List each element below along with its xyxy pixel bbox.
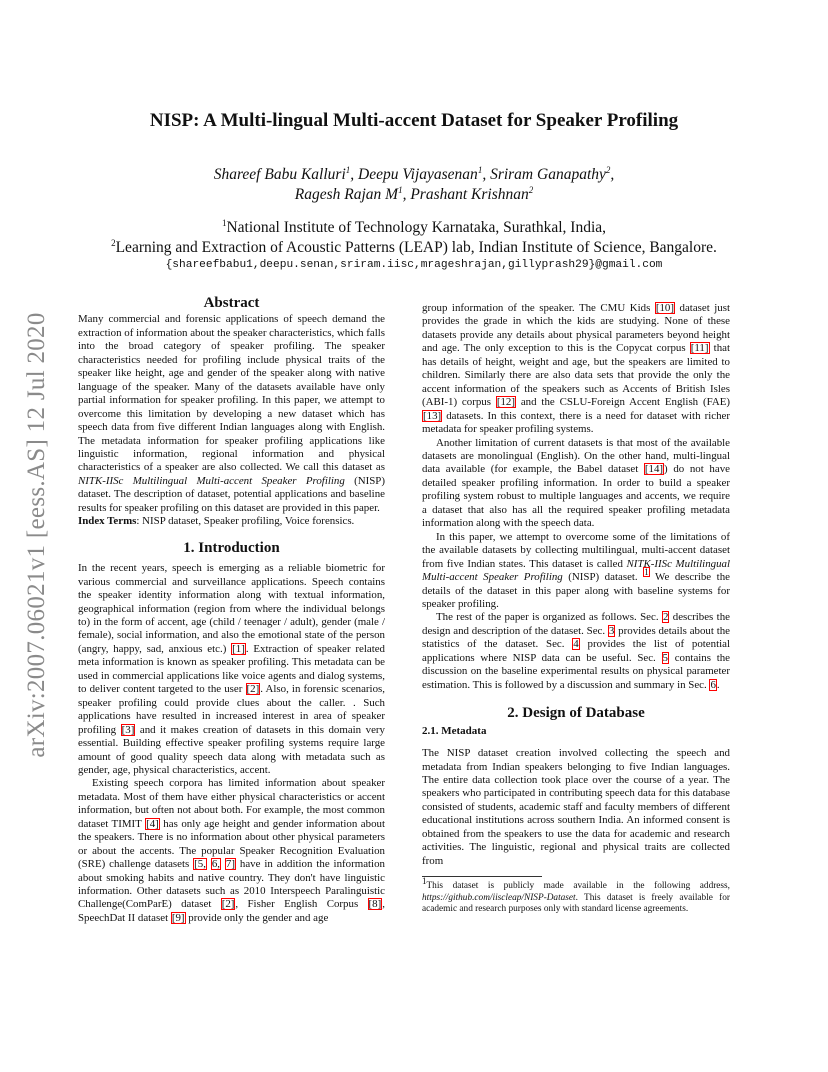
intro-paragraph-1: In the recent years, speech is emerging as a reliable biometric for various commercial and surveillance applications. Speech contains the speaker identity information along with textual information, geographical information (region from where the individual belongs to) in the form of accent, age (child / teenager / adult), gender (male / female), social information, and also the emotional state of the person (angry, happy, sad, anxious etc.) [1]. Extraction of speaker related meta information is known as speaker profiling. This metadata can be used in commercial applications like voice agents and dialog systems, to deliver content targeted to the user [2]. Also, in forensic scenarios, speaker profiling could provide clues about the caller. . Such applications have resulted in increased interest in area of speaker profiling [3] and it makes creation of datasets in this domain very essential. Building effective speaker profiling systems require large amount of good quality speech data along with metadata such as gender, age, physical characteristics, accent. — [78, 562, 385, 776]
affil-mark: 2 — [111, 237, 116, 248]
affiliation-2: Learning and Extraction of Acoustic Patterns (LEAP) lab, Indian Institute of Science, Bangalore. — [115, 239, 717, 256]
author-emails: {shareefbabu1,deepu.senan,sriram.iisc,mrageshrajan,gillyprash29}@gmail.com — [165, 259, 663, 271]
section-link[interactable]: 6 — [710, 678, 716, 691]
intro-paragraph-5: In this paper, we attempt to overcome some of the limitations of the available datasets by collecting multilingual, multi-accent dataset from five Indian states. This dataset is called NITK-IISc Multilingual Multi-accent Speaker Profiling (NISP) dataset. $^1$ We describe the details of the dataset in this paper along with baseline systems for speaker profiling. — [422, 530, 730, 610]
citation-link[interactable]: [4] — [146, 817, 159, 830]
citation-link[interactable]: 6, — [211, 858, 221, 871]
citation-link[interactable]: 7] — [225, 858, 235, 871]
section-link[interactable]: 3 — [608, 624, 615, 637]
metadata-paragraph: The NISP dataset creation involved collecting the speech and metadata from Indian speakers belonging to five Indian languages. The entire data collection took place over the course of a year. The speakers who participated in contributing speech data for this database consisted of students, academic staff and faculty members of different educational institutions across southern India. An informed consent is obtained from the speakers to use the data for academic and research activities. The linguistic, regional and physical traits are collected from — [422, 747, 730, 867]
author-affil-mark: 1 — [477, 164, 483, 175]
index-terms: Index Terms: NISP dataset, Speaker profiling, Voice forensics. — [78, 515, 355, 528]
arxiv-stamp-text: arXiv:2007.06021v1 [eess.AS] 12 Jul 2020 — [23, 312, 50, 758]
author-affil-mark: 2 — [605, 164, 611, 175]
author-affil-mark: 1 — [345, 164, 351, 175]
author-list: Shareef Babu Kalluri$^1$, Deepu Vijayasenan$^1$, Sriram Ganapathy$^2$, Ragesh Rajan $M^1$, Prashant Krishnan$^2$ — [213, 164, 615, 203]
section-heading-introduction: 1. Introduction — [183, 539, 280, 556]
citation-link[interactable]: [2] — [221, 898, 235, 911]
citation-link[interactable]: [5, — [194, 858, 206, 871]
subsection-heading-metadata: 2.1. Metadata — [422, 724, 487, 737]
citation-link[interactable]: [12] — [496, 396, 515, 409]
author-affil-mark: 2 — [528, 184, 534, 195]
section-heading-design: 2. Design of Database — [507, 705, 645, 722]
dataset-url[interactable]: https://github.com/iiscleap/NISP-Dataset — [422, 892, 576, 903]
footnote-divider — [422, 876, 542, 877]
citation-link[interactable]: [13] — [423, 409, 442, 422]
citation-link[interactable]: [3] — [121, 723, 135, 736]
citation-link[interactable]: [8] — [368, 898, 382, 911]
citation-link[interactable]: [10] — [655, 302, 674, 314]
citation-link[interactable]: [9] — [171, 911, 185, 924]
section-link[interactable]: 5 — [662, 651, 668, 664]
section-link[interactable]: 4 — [573, 638, 579, 651]
intro-paragraph-6: The rest of the paper is organized as follows. Sec. 2 describes the design and description of the dataset. Sec. 3 provides details about the statistics of the dataset. Sec. 4 provides the list of potential applications where NISP data can be useful. Sec. 5 contains the discussion on the baseline experimental results on physical parameter estimation. This is followed by a discussion and summary in Sec. 6. — [422, 611, 731, 691]
author-name: Prashant Krishnan — [410, 186, 529, 203]
footnote-link[interactable]: 1 — [644, 567, 649, 578]
abstract-body: Many commercial and forensic applications of speech demand the extraction of information about the speaker characteristics, which falls into the broad category of speaker profiling. The speaker characteristics needed for profiling include physical traits of the speaker like height, age and gender of the speaker along with native language of the speaker. Many of the datasets available have only partial information for speaker profiling. In this paper, we attempt to overcome this limitation by developing a new dataset which has speech data from five different Indian languages along with English. The metadata information for speaker profiling applications like linguistic information, regional information and physical characteristics of a speaker are also collected. We call this dataset as NITK-IISc Multilingual Multi-accent Speaker Profiling (NISP) dataset. The description of dataset, potential applications and baseline results for speaker profiling on this dataset are provided in this paper. — [78, 313, 385, 514]
intro-paragraph-3: group information of the speaker. The CMU Kids [10] dataset just provides the grade in which the kids are studying. None of these datasets provide any details about physical parameters beyond height and age. The only exception to this is the Copycat corpus [11] that has details of height, weight and age, but the speakers are limited to children. Similarly there are also data sets that provide the only the accent information of the speakers such as Accents of British Isles (ABI-1) corpus [12] and the CSLU-Foreign Accent English (FAE) [13] datasets. In this context, there is a need for dataset with richer metadata for speaker profiling systems. — [422, 302, 731, 436]
citation-link[interactable]: [1] — [232, 642, 245, 655]
abstract-heading: Abstract — [203, 295, 260, 311]
intro-paragraph-2: Existing speech corpora has limited information about speaker metadata. Most of them have either physical characteristics or accent information, but often not about both. For example, the most common dataset TIMIT [4] has only age height and gender information about the speakers. There is no information about other physical parameters or about the accents. The popular Speaker Recognition Evaluation (SRE) challenge datasets [5, 6, 7] have in addition the information about smoking habits and native country. They don't have linguistic information. Other datasets such as 2010 Interspeech Paralinguistic Challenge(ComParE) dataset [2], Fisher English Corpus [8], SpeechDat II dataset [9] provide only the gender and age — [78, 777, 385, 924]
intro-paragraph-4: Another limitation of current datasets is that most of the available datasets are monolingual (English). On the other hand, multi-lingual data available (for example, the Babel dataset [14]) do not have detailed speaker profiling information. In order to build a speaker profiling system robust to multiple languages and accents, we require a dataset that also has all the required speaker profiling metadata information along with the speech data. — [422, 436, 730, 530]
author-name: Shareef Babu Kalluri — [213, 166, 346, 183]
author-name: Sriram Ganapathy — [490, 166, 606, 183]
citation-link[interactable]: [14] — [644, 463, 664, 476]
arxiv-stamp — [22, 290, 52, 780]
author-name: Ragesh Rajan M — [294, 186, 399, 203]
right-column — [422, 302, 730, 915]
author-affil-mark: 1 — [398, 184, 403, 195]
affiliation-1: National Institute of Technology Karnataka, Surathkal, India, — [226, 219, 607, 236]
section-link[interactable]: 2 — [662, 611, 669, 624]
citation-link[interactable]: [2] — [246, 683, 260, 696]
affiliations — [0, 218, 828, 258]
footnote: $^1$This dataset is publicly made available in the following address, https://github.com/iiscleap/NISP-Dataset. This dataset is freely available for academic and research purposes only with standard license agreements. — [422, 876, 730, 915]
affil-mark: 1 — [221, 217, 227, 228]
left-column — [78, 297, 385, 925]
paper-title: NISP: A Multi-lingual Multi-accent Dataset for Speaker Profiling — [149, 110, 679, 131]
citation-link[interactable]: [11] — [690, 342, 709, 355]
author-name: Deepu Vijayasenan — [358, 166, 478, 183]
